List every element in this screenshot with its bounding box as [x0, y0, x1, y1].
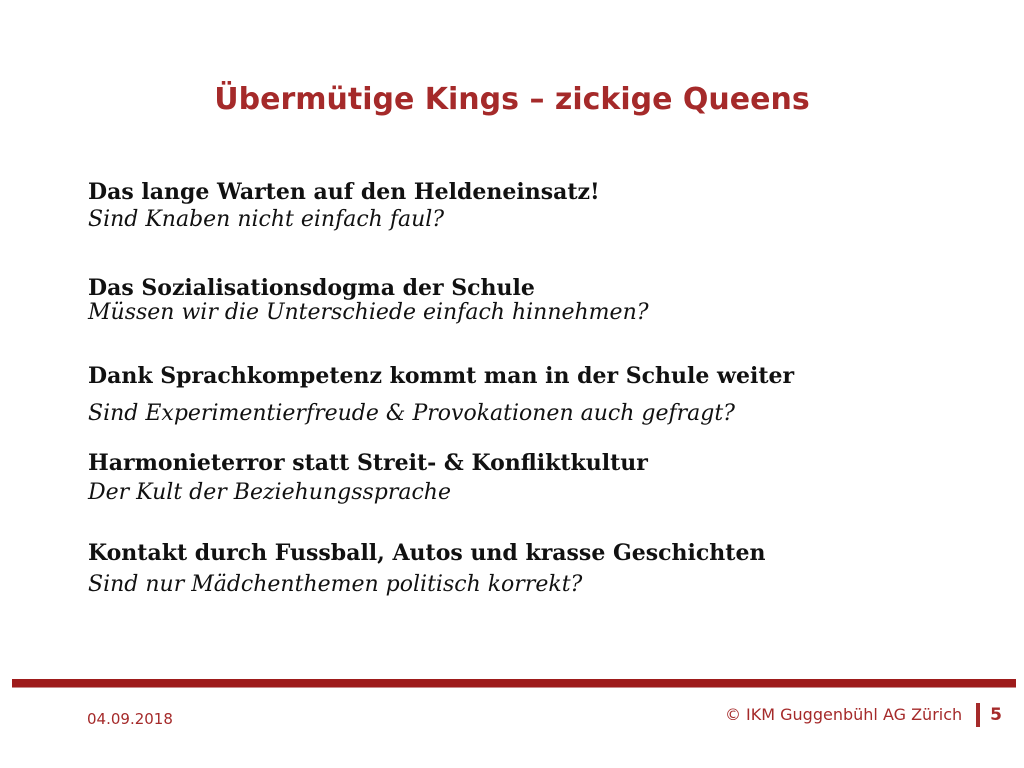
- item-heading: Harmonieterror statt Streit- & Konfliktkultur: [88, 450, 648, 476]
- list-item: [88, 274, 1008, 327]
- item-subtitle: Sind Knaben nicht einfach faul?: [88, 207, 445, 232]
- list-item: [88, 539, 1008, 599]
- slide-title: Übermütige Kings – zickige Queens: [214, 82, 810, 117]
- item-subtitle: Der Kult der Beziehungssprache: [88, 480, 451, 505]
- item-heading: Das lange Warten auf den Heldeneinsatz!: [88, 179, 600, 205]
- copyright-text: © IKM Guggenbühl AG Zürich: [724, 705, 963, 724]
- item-subtitle: Sind nur Mädchenthemen politisch korrekt?: [88, 572, 583, 597]
- list-item: [88, 178, 1008, 234]
- item-heading: Das Sozialisationsdogma der Schule: [88, 275, 535, 301]
- item-heading: Kontakt durch Fussball, Autos und krasse Geschichten: [88, 540, 766, 566]
- page-number: 5: [990, 705, 1002, 725]
- footer-date: 04.09.2018: [87, 710, 173, 728]
- footer-divider: [12, 679, 1016, 688]
- item-subtitle: Müssen wir die Unterschiede einfach hinnehmen?: [88, 300, 649, 325]
- list-item: [88, 449, 1008, 507]
- item-subtitle: Sind Experimentierfreude & Provokationen auch gefragt?: [88, 401, 735, 426]
- item-heading: Dank Sprachkompetenz kommt man in der Schule weiter: [88, 363, 795, 389]
- separator-bar: [976, 703, 980, 727]
- footer-right: [725, 703, 1002, 727]
- list-item: [88, 362, 1008, 428]
